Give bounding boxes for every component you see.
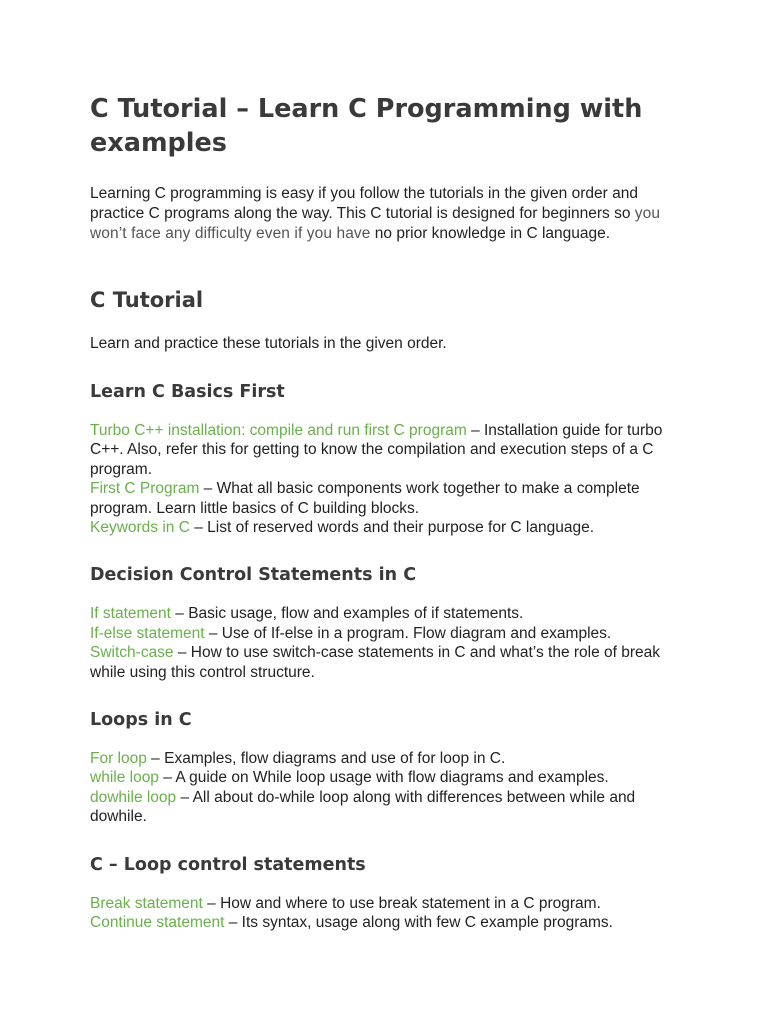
tutorial-link[interactable]: If-else statement xyxy=(90,624,205,642)
item-description: – A guide on While loop usage with flow diagrams and examples. xyxy=(158,769,609,787)
item-description: – Basic usage, flow and examples of if statements. xyxy=(170,605,524,623)
group-heading-loop-control: C – Loop control statements xyxy=(90,854,366,875)
item-description: – How to use switch-case statements in C and what’s the role of break while using this control structure. xyxy=(90,644,661,681)
tutorial-link[interactable]: First C Program xyxy=(90,480,200,498)
list-item xyxy=(90,643,690,682)
item-description: – Use of If-else in a program. Flow diagram and examples. xyxy=(204,624,612,642)
item-description: – All about do-while loop along with differences between while and dowhile. xyxy=(90,788,636,826)
list-item xyxy=(90,421,690,479)
tutorial-link[interactable]: For loop xyxy=(90,750,147,768)
intro-text-3: no prior knowledge in C language. xyxy=(370,225,611,242)
item-description: – Examples, flow diagrams and use of for loop in C. xyxy=(146,750,506,768)
intro-paragraph xyxy=(90,184,690,244)
tutorial-link[interactable]: dowhile loop xyxy=(90,788,177,806)
group-heading-decision-control: Decision Control Statements in C xyxy=(90,565,417,586)
list-item xyxy=(90,479,690,518)
section-intro: Learn and practice these tutorials in the given order. xyxy=(90,335,447,352)
group-heading-basics: Learn C Basics First xyxy=(90,382,285,402)
tutorial-link[interactable]: Switch-case xyxy=(90,644,174,662)
tutorial-link[interactable]: Keywords in C xyxy=(90,519,190,537)
item-description: – Its syntax, usage along with few C example programs. xyxy=(224,914,613,932)
list-item xyxy=(90,604,690,623)
tutorial-link[interactable]: while loop xyxy=(90,769,159,787)
list-item xyxy=(90,518,690,537)
tutorial-link[interactable]: If statement xyxy=(90,605,171,623)
intro-text-2: you won’t face any difficulty even if you have xyxy=(90,205,661,242)
list-item xyxy=(90,624,690,643)
tutorial-link[interactable]: Turbo C++ installation: compile and run first C program xyxy=(90,422,467,439)
list-item xyxy=(90,894,690,913)
list-item xyxy=(90,788,690,827)
item-description: – List of reserved words and their purpose for C language. xyxy=(189,519,595,537)
group-heading-loops: Loops in C xyxy=(90,710,192,731)
intro-text-1: Learning C programming is easy if you follow the tutorials in the given order and practice C programs along the way. This C tutorial is designed for beginners so xyxy=(90,185,638,222)
tutorial-link[interactable]: Break statement xyxy=(90,894,203,912)
tutorial-link[interactable]: Continue statement xyxy=(90,914,225,932)
page-title: C Tutorial – Learn C Programming with examples xyxy=(90,94,643,158)
item-description: – Installation guide for turbo C++. Also, refer this for getting to know the compilation and execution steps of a C program. xyxy=(90,422,663,478)
item-description: – How and where to use break statement in a C program. xyxy=(202,894,601,912)
item-description: – What all basic components work together to make a complete program. Learn little basics of C building blocks. xyxy=(90,480,640,517)
section-title: C Tutorial xyxy=(90,288,204,312)
list-item xyxy=(90,768,690,787)
list-item xyxy=(90,749,690,768)
list-item xyxy=(90,913,690,932)
